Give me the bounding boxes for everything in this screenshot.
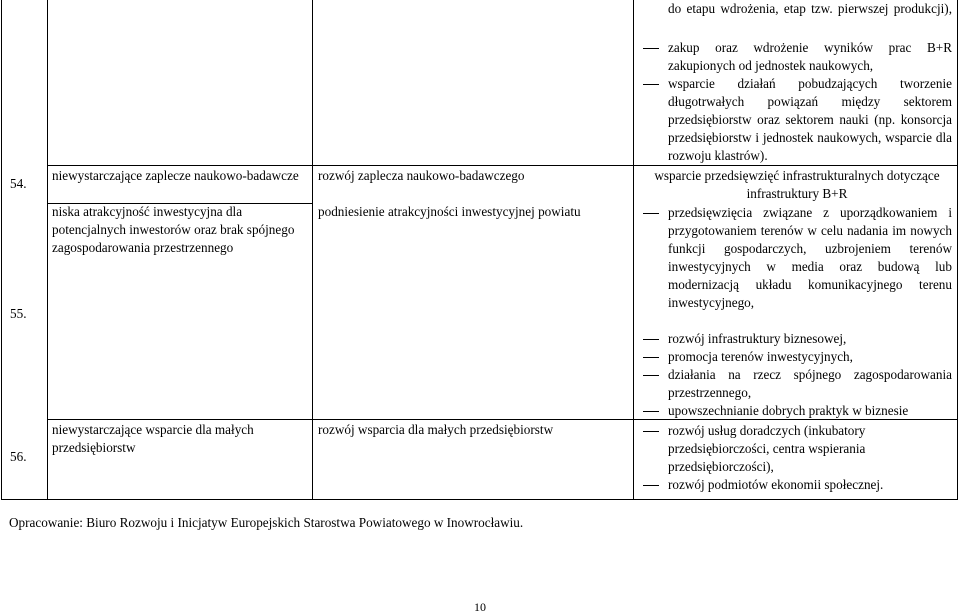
dash-bullet [643,375,659,376]
list-item: przedsięwzięcia związane z uporządkowaniem i przygotowaniem terenów w celu nadania im nowych funkcji gospodarczych, uzbrojeniem terenów inwestycyjnych w media oraz budową lub modernizacją układu komunikacyjnego terenu inwestycyjnego, [668,205,952,310]
dash-bullet [643,213,659,214]
dash-bullet [643,339,659,340]
goal-cell: podniesienie atrakcyjności inwestycyjnej powiatu [318,204,581,219]
dash-bullet [643,485,659,486]
dash-bullet [643,411,659,412]
dash-bullet [643,357,659,358]
row-number: 55. [10,306,27,321]
row-number: 56. [10,449,27,464]
list-item: rozwój podmiotów ekonomii społecznej. [668,477,884,492]
table-border-right [957,0,958,499]
problem-cell: niewystarczające zaplecze naukowo-badawcze [52,168,299,183]
row-number: 54. [10,176,27,191]
table-border-bottom [1,499,958,500]
list-item: upowszechnianie dobrych praktyk w biznesie [668,403,909,418]
goal-cell: rozwój wsparcia dla małych przedsiębiorstw [318,422,554,437]
column-divider [633,0,634,499]
list-item: rozwój usług doradczych (inkubatory przedsiębiorczości, centra wspierania przedsiębiorczości), [668,423,866,474]
dash-bullet [643,84,659,85]
row-divider [48,419,313,420]
problem-cell: niewystarczające wsparcie dla małych przedsiębiorstw [52,422,254,455]
row-divider [313,165,958,166]
row-divider [48,165,313,166]
goal-cell: rozwój zaplecza naukowo-badawczego [318,168,525,183]
list-item: zakup oraz wdrożenie wyników prac B+R zakupionych od jednostek naukowych, [668,40,952,73]
continuation-intro: do etapu wdrożenia, etap tzw. pierwszej produkcji), [668,1,952,16]
dash-bullet [643,431,659,432]
table-border-left [1,0,2,499]
dash-bullet [643,48,659,49]
page-number: 10 [474,600,486,614]
actions-title: wsparcie przedsięwzięć infrastrukturalnych dotyczące infrastruktury B+R [654,168,940,201]
list-item: wsparcie działań pobudzających tworzenie długotrwałych powiązań między sektorem przedsiębiorstw oraz sektorem nauki (np. konsorcja przedsiębiorstw i jednostek naukowych, wsparcie dla rozwoju klastrów). [668,76,952,163]
source-note: Opracowanie: Biuro Rozwoju i Inicjatyw Europejskich Starostwa Powiatowego w Inowrocławiu. [9,515,524,530]
list-item: rozwój infrastruktury biznesowej, [668,331,847,346]
column-divider [47,0,48,499]
list-item: działania na rzecz spójnego zagospodarowania przestrzennego, [668,367,952,400]
row-divider [313,419,958,420]
column-divider [312,0,313,499]
problem-cell: niska atrakcyjność inwestycyjna dla potencjalnych inwestorów oraz brak spójnego zagospodarowania przestrzennego [52,204,295,255]
list-item: promocja terenów inwestycyjnych, [668,349,853,364]
